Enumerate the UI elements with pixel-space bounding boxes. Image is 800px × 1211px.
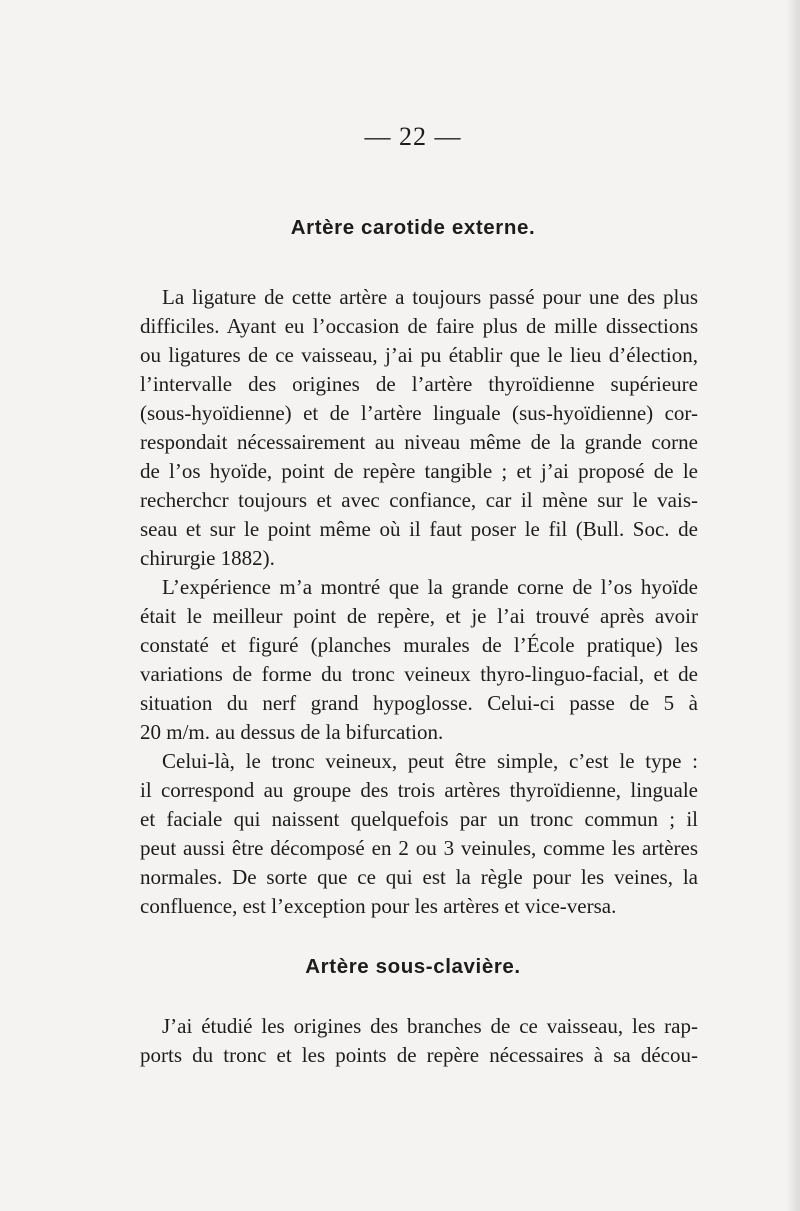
text-line: 20 m/m. au dessus de la bifurcation.	[140, 720, 444, 744]
text-line: était le meilleur point de repère, et je l’ai trouvé après avoir	[140, 604, 698, 628]
section-heading-sous-claviere: Artère sous-clavière.	[305, 955, 521, 978]
text-line: de l’os hyoïde, point de repère tangible ; et j’ai proposé de le	[140, 459, 698, 483]
text-line: ou ligatures de ce vaisseau, j’ai pu établir que le lieu d’élection,	[140, 343, 698, 367]
section-body-sous-claviere	[140, 1012, 698, 1070]
text-line: ports du tronc et les points de repère nécessaires à sa décou-	[140, 1043, 698, 1067]
text-line: l’intervalle des origines de l’artère thyroïdienne supérieure	[140, 372, 698, 396]
text-line: La ligature de cette artère a toujours passé pour une des plus	[162, 285, 698, 309]
text-line: Celui-là, le tronc veineux, peut être simple, c’est le type :	[162, 749, 698, 773]
page-number: — 22 —	[364, 122, 462, 151]
text-line: confluence, est l’exception pour les artères et vice-versa.	[140, 894, 617, 918]
text-line: difficiles. Ayant eu l’occasion de faire plus de mille dissections	[140, 314, 698, 338]
text-line: situation du nerf grand hypoglosse. Celui-ci passe de 5 à	[140, 691, 698, 715]
text-line: variations de forme du tronc veineux thyro-linguo-facial, et de	[140, 662, 698, 686]
section-heading-carotide: Artère carotide externe.	[290, 216, 536, 239]
text-line: normales. De sorte que ce qui est la règle pour les veines, la	[140, 865, 698, 889]
text-line: seau et sur le point même où il faut poser le fil (Bull. Soc. de	[140, 517, 698, 541]
text-line: recherchcr toujours et avec confiance, car il mène sur le vais-	[140, 488, 698, 512]
scan-edge-shadow	[786, 0, 800, 1211]
text-line: (sous-hyoïdienne) et de l’artère linguale (sus-hyoïdienne) cor-	[140, 401, 698, 425]
text-line: L’expérience m’a montré que la grande corne de l’os hyoïde	[162, 575, 698, 599]
text-line: chirurgie 1882).	[140, 546, 275, 570]
section-body-carotide	[140, 283, 698, 921]
text-line: J’ai étudié les origines des branches de ce vaisseau, les rap-	[162, 1014, 698, 1038]
text-line: peut aussi être décomposé en 2 ou 3 veinules, comme les artères	[140, 836, 698, 860]
text-line: respondait nécessairement au niveau même de la grande corne	[140, 430, 698, 454]
text-line: et faciale qui naissent quelquefois par un tronc commun ; il	[140, 807, 698, 831]
text-line: constaté et figuré (planches murales de l’École pratique) les	[140, 633, 698, 657]
text-line: il correspond au groupe des trois artères thyroïdienne, linguale	[140, 778, 698, 802]
